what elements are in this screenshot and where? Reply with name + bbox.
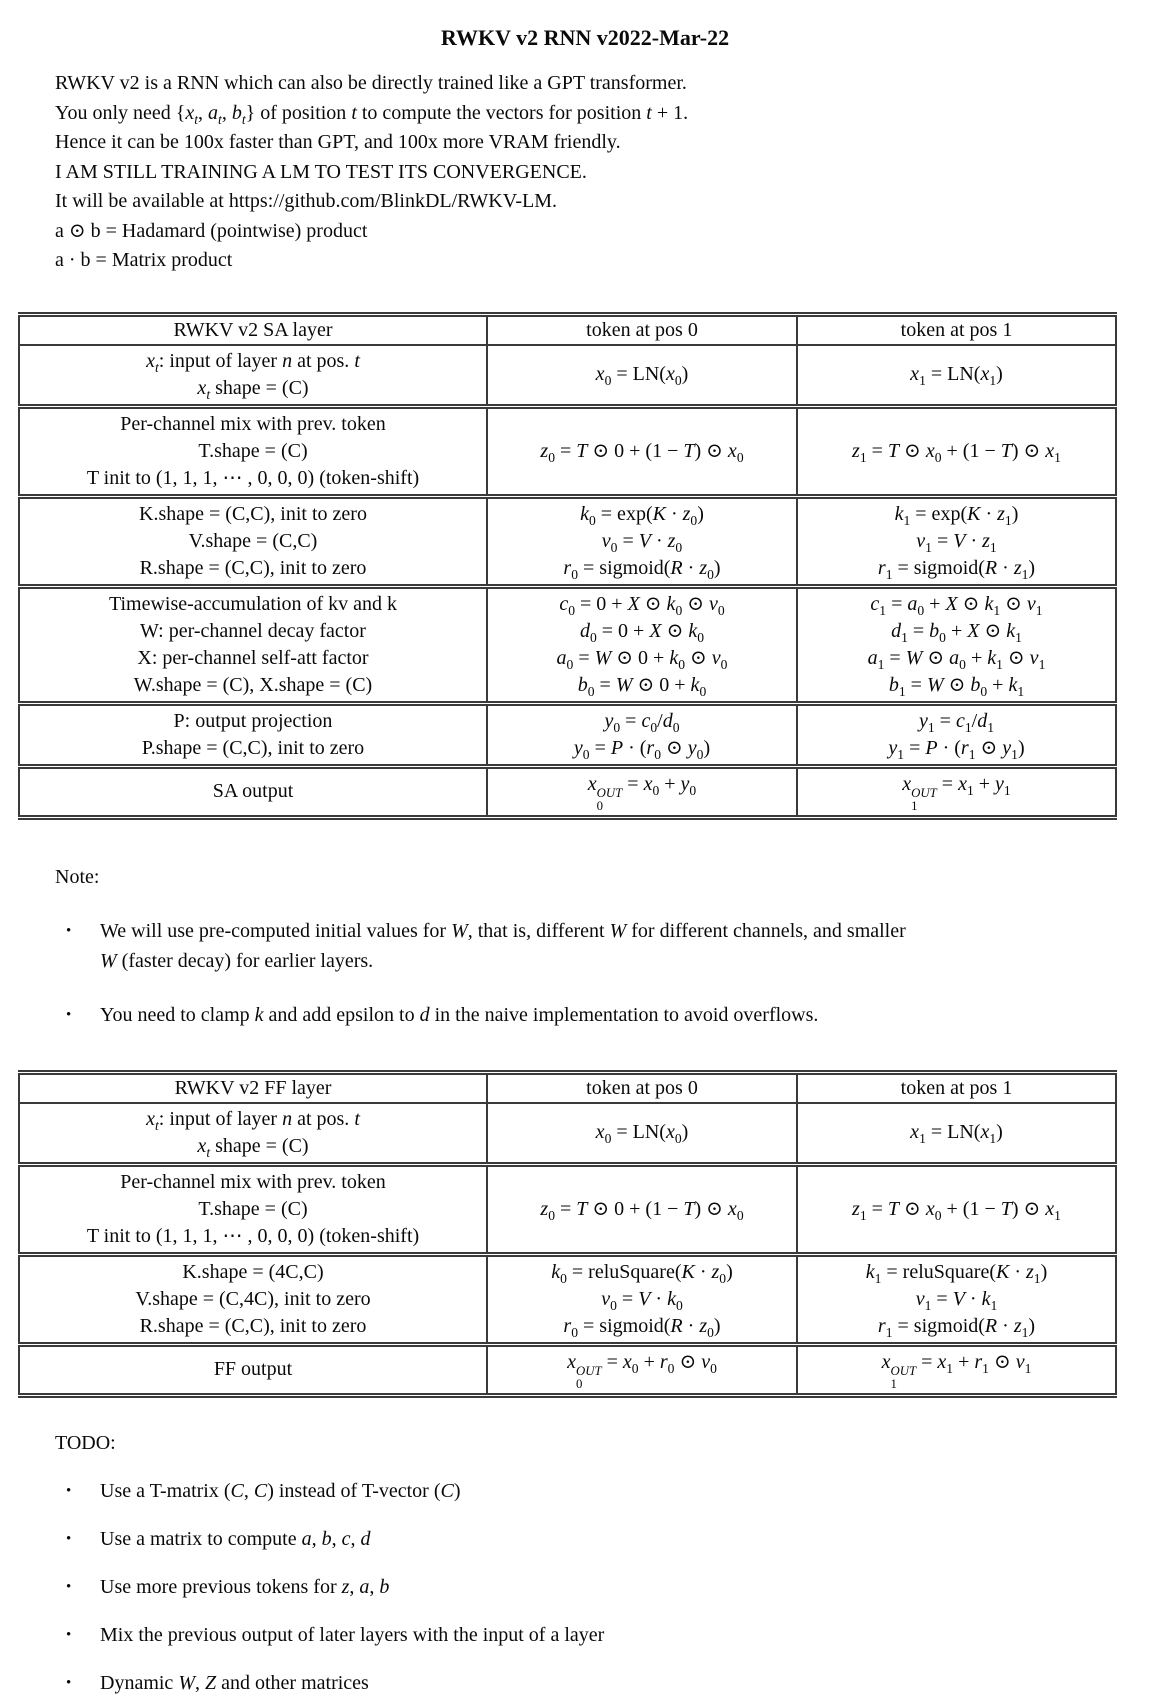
bullet-icon: • (66, 1006, 72, 1023)
formula-cell (487, 345, 797, 407)
ff-table-body (19, 1103, 1116, 1396)
table-row (19, 1103, 1116, 1165)
description-cell (19, 496, 487, 586)
column-header-pos0: token at pos 0 (487, 1072, 797, 1103)
text-line: W (faster decay) for earlier layers. (100, 949, 374, 972)
cell-line: $x_t$: input of layer n at pos. t (146, 349, 360, 375)
cell-line: $r_0$ = sigmoid(R · $z_0$) (563, 556, 721, 582)
ff-layer-table (18, 1070, 1117, 1398)
formula-cell (487, 1254, 797, 1344)
cell-line: x OUT 0 = $x_0 + y_0$ (587, 772, 697, 813)
cell-line: $x_0 = LN(x_0)$ (595, 1121, 689, 1147)
cell-line: $c_0 = 0 + X$ ⊙ $k_0$ ⊙ $v_0$ (559, 592, 725, 618)
bullet-text (100, 916, 1170, 976)
description-cell (19, 1164, 487, 1254)
formula-cell (487, 586, 797, 703)
cell-line: K.shape = (4C,C) (182, 1260, 324, 1283)
formula-cell (487, 766, 797, 817)
cell-line: $c_1 = a_0 + X$ ⊙ $k_1$ ⊙ $v_1$ (870, 592, 1043, 618)
table-row (19, 1254, 1116, 1344)
table-header-row (19, 314, 1116, 345)
cell-line: $k_0 = \exp(K \cdot z_0)$ (580, 502, 704, 528)
formula-cell (487, 406, 797, 496)
text-line: You need to clamp k and add epsilon to d in the naive implementation to avoid overflows. (100, 1003, 819, 1026)
note-label: Note: (55, 865, 100, 888)
text-line: It will be available at https://github.com/BlinkDL/RWKV-LM. (55, 190, 557, 212)
bullet-item (62, 1620, 1170, 1650)
bullet-icon: • (66, 1482, 72, 1499)
text-line: Dynamic W, Z and other matrices (100, 1671, 369, 1694)
cell-line: T.shape = (C) (198, 439, 308, 462)
table-row (19, 496, 1116, 586)
cell-line: $x_1 = LN(x_1)$ (910, 1121, 1003, 1147)
description-cell (19, 703, 487, 766)
formula-cell (797, 766, 1116, 817)
cell-line: x OUT 0 = $x_0 + r_0$ ⊙ $v_0$ (567, 1350, 717, 1391)
bullet-text (100, 1524, 1170, 1554)
bullet-item (62, 1668, 1170, 1698)
cell-line: Per-channel mix with prev. token (120, 1170, 386, 1193)
cell-line: $r_1$ = sigmoid(R · $z_1$) (877, 1314, 1036, 1340)
cell-line: T init to (1, 1, 1, ⋯ , 0, 0, 0) (token-shift) (86, 1224, 420, 1247)
bullet-item (62, 916, 1170, 976)
cell-line: x OUT 1 = $x_1 + y_1$ (902, 772, 1011, 813)
cell-line: $d_1 = b_0 + X$ ⊙ $k_1$ (891, 619, 1022, 645)
formula-cell (797, 406, 1116, 496)
text-line: a · b = Matrix product (55, 249, 233, 271)
description-cell (19, 406, 487, 496)
formula-cell (487, 1344, 797, 1395)
cell-line: R.shape = (C,C), init to zero (139, 556, 367, 579)
table-header-row (19, 1072, 1116, 1103)
cell-line: $z_1 = T$ ⊙ $x_0 + (1 - T)$ ⊙ $x_1$ (852, 439, 1061, 465)
cell-line: $v_1 = V \cdot z_1$ (916, 529, 997, 555)
todo-bullet-list (62, 1476, 1170, 1698)
note-bullet-list (62, 916, 1170, 1030)
formula-cell (487, 1103, 797, 1165)
formula-cell (797, 586, 1116, 703)
cell-line: $x_1 = LN(x_1)$ (910, 363, 1003, 388)
cell-line: $d_0 = 0 + X$ ⊙ $k_0$ (579, 619, 705, 645)
cell-line: X: per-channel self-att factor (137, 646, 369, 669)
cell-line: $z_0 = T$ ⊙ 0 + (1 − T) ⊙ $x_0$ (540, 439, 744, 465)
cell-line: W: per-channel decay factor (140, 619, 366, 642)
cell-line: Timewise-accumulation of kv and k (108, 592, 398, 615)
bullet-text (100, 1572, 1170, 1602)
bullet-text (100, 1000, 1170, 1030)
column-header-layer: RWKV v2 SA layer (19, 314, 487, 345)
cell-line: $y_1 = c_1/d_1$ (918, 709, 994, 735)
text-line: Mix the previous output of later layers with the input of a layer (100, 1623, 605, 1646)
table-row (19, 1164, 1116, 1254)
description-cell (19, 1344, 487, 1395)
formula-cell (797, 1164, 1116, 1254)
cell-line: $b_1 = W$ ⊙ $b_0 + k_1$ (888, 673, 1025, 699)
sa-table-body (19, 345, 1116, 818)
description-cell (19, 1103, 487, 1165)
cell-line: $v_0 = V \cdot k_0$ (601, 1287, 683, 1313)
text-line: Use a T-matrix (C, C) instead of T-vector (C) (100, 1479, 461, 1502)
text-line: We will use pre-computed initial values for W, that is, different W for different channels, and smaller (100, 919, 906, 942)
bullet-icon: • (66, 1578, 72, 1595)
cell-line: $x_0 = LN(x_0)$ (595, 363, 689, 388)
bullet-icon: • (66, 922, 72, 939)
text-line: a ⊙ b = Hadamard (pointwise) product (55, 219, 368, 242)
column-header-pos0: token at pos 0 (487, 314, 797, 345)
cell-line: x OUT 1 = $x_1 + r_1$ ⊙ $v_1$ (881, 1350, 1032, 1391)
bullet-item (62, 1524, 1170, 1554)
formula-cell (797, 1103, 1116, 1165)
table-row (19, 703, 1116, 766)
cell-line: $v_1 = V \cdot k_1$ (915, 1287, 998, 1313)
formula-cell (797, 1344, 1116, 1395)
table-row (19, 1344, 1116, 1395)
todo-label: TODO: (55, 1431, 116, 1454)
formula-cell (797, 1254, 1116, 1344)
bullet-text (100, 1476, 1170, 1506)
bullet-text (100, 1620, 1170, 1650)
cell-line: $x_t$ shape = (C) (197, 1134, 309, 1160)
column-header-pos1: token at pos 1 (797, 1072, 1116, 1103)
document-page (0, 24, 1170, 1698)
page-title: RWKV v2 RNN v2022-Mar-22 (440, 25, 730, 50)
description-cell (19, 766, 487, 817)
bullet-icon: • (66, 1626, 72, 1643)
intro-paragraph (55, 69, 1170, 276)
text-line: Use a matrix to compute a, b, c, d (100, 1527, 371, 1550)
formula-cell (797, 703, 1116, 766)
bullet-icon: • (66, 1530, 72, 1547)
cell-line: $r_1$ = sigmoid(R · $z_1$) (877, 556, 1036, 582)
cell-line: $a_1 = W$ ⊙ $a_0 + k_1$ ⊙ $v_1$ (867, 646, 1046, 672)
cell-line: V.shape = (C,4C), init to zero (135, 1287, 371, 1310)
cell-line: $x_t$: input of layer n at pos. t (146, 1107, 360, 1133)
formula-cell (487, 1164, 797, 1254)
cell-line: $k_1 = \exp(K \cdot z_1)$ (894, 502, 1019, 528)
bullet-item (62, 1476, 1170, 1506)
text-line: You only need {$x_t$, $a_t$, $b_t$} of position t to compute the vectors for position t + 1. (55, 101, 689, 127)
bullet-icon: • (66, 1674, 72, 1691)
cell-line: P.shape = (C,C), init to zero (141, 736, 365, 759)
table-row (19, 586, 1116, 703)
table-row (19, 766, 1116, 817)
description-cell (19, 586, 487, 703)
text-line: RWKV v2 is a RNN which can also be directly trained like a GPT transformer. (55, 72, 687, 94)
text-line: Hence it can be 100x faster than GPT, and 100x more VRAM friendly. (55, 131, 621, 153)
cell-line: T init to (1, 1, 1, ⋯ , 0, 0, 0) (token-shift) (86, 466, 420, 489)
formula-cell (487, 703, 797, 766)
cell-line: Per-channel mix with prev. token (120, 412, 386, 435)
cell-line: $k_0$ = reluSquare(K · $z_0$) (551, 1260, 733, 1286)
formula-cell (797, 345, 1116, 407)
text-line: Use more previous tokens for z, a, b (100, 1575, 390, 1598)
cell-line: $a_0 = W$ ⊙ $0 + k_0$ ⊙ $v_0$ (556, 646, 728, 672)
cell-line: $y_1 = P \cdot (r_1$ ⊙ $y_1$) (888, 736, 1025, 762)
sa-layer-table (18, 312, 1117, 820)
cell-line: K.shape = (C,C), init to zero (139, 502, 367, 525)
bullet-text (100, 1668, 1170, 1698)
table-row (19, 406, 1116, 496)
cell-line: $z_0 = T$ ⊙ 0 + (1 − T) ⊙ $x_0$ (540, 1197, 744, 1223)
cell-line: $b_0 = W$ ⊙ $0 + k_0$ (577, 673, 707, 699)
bullet-item (62, 1000, 1170, 1030)
formula-cell (797, 496, 1116, 586)
cell-line: $y_0 = P \cdot (r_0$ ⊙ $y_0$) (573, 736, 711, 762)
bullet-item (62, 1572, 1170, 1602)
cell-line: $r_0$ = sigmoid(R · $z_0$) (563, 1314, 721, 1340)
cell-line: P: output projection (173, 709, 333, 732)
cell-line: V.shape = (C,C) (188, 529, 318, 552)
cell-line: $y_0 = c_0/d_0$ (604, 709, 680, 735)
column-header-layer: RWKV v2 FF layer (19, 1072, 487, 1103)
cell-line: SA output (212, 780, 294, 803)
table-row (19, 345, 1116, 407)
column-header-pos1: token at pos 1 (797, 314, 1116, 345)
cell-line: R.shape = (C,C), init to zero (139, 1314, 367, 1337)
description-cell (19, 345, 487, 407)
cell-line: W.shape = (C), X.shape = (C) (133, 673, 373, 696)
cell-line: T.shape = (C) (198, 1197, 308, 1220)
description-cell (19, 1254, 487, 1344)
formula-cell (487, 496, 797, 586)
text-line: I AM STILL TRAINING A LM TO TEST ITS CONVERGENCE. (55, 160, 587, 183)
cell-line: $z_1 = T$ ⊙ $x_0 + (1 - T)$ ⊙ $x_1$ (852, 1197, 1061, 1223)
cell-line: $k_1$ = reluSquare(K · $z_1$) (865, 1260, 1048, 1286)
cell-line: $v_0 = V \cdot z_0$ (601, 529, 683, 555)
cell-line: FF output (213, 1358, 293, 1381)
cell-line: $x_t$ shape = (C) (197, 376, 309, 402)
